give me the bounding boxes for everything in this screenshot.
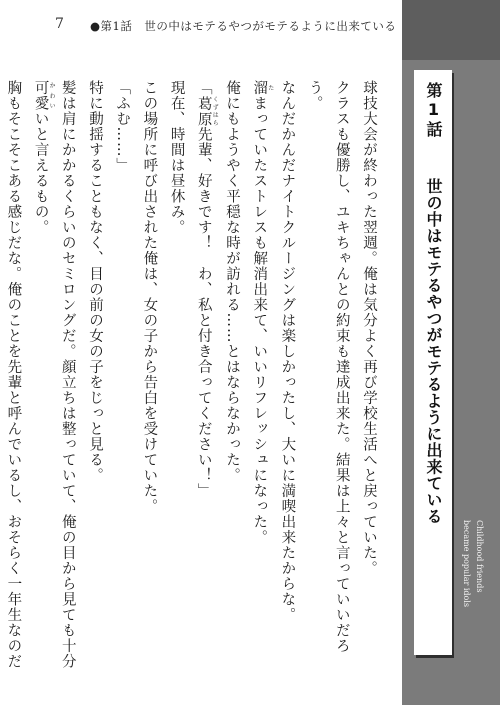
paragraph: 溜 たまっていたストレスも解消出来て、いいリフレッシュになった。: [251, 80, 274, 545]
chapter-band-top: [402, 0, 500, 60]
ruby-word: 溜 た: [251, 80, 274, 96]
paragraph: なんだかんだナイトクルージングは楽しかったし、大いに満喫出来たからな。: [279, 80, 296, 623]
paragraph: 「葛原 くずはら先輩、好きです！ わ、私と付き合ってください！」: [195, 80, 219, 499]
chapter-label: 第1話: [424, 82, 443, 139]
chapter-title-box: [414, 70, 452, 655]
paragraph: 胸もそこそこある感じだな。俺のことを先輩と呼んでいるし、おそらく一年生なのだ: [5, 80, 22, 669]
paragraph: 現在、時間は昼休み。: [168, 80, 185, 235]
ruby-word: 可愛 かわい: [32, 80, 56, 111]
caption-line-2: became popular idols: [462, 520, 471, 608]
chapter-english-caption: [458, 520, 486, 640]
ruby-word: 葛原 くずはら: [195, 95, 219, 127]
paragraph: 髪は肩にかかるくらいのセミロングだ。顔立ちは整っていて、俺の目から見ても十分可愛 かわいいと言えるもの。: [32, 80, 76, 669]
paragraph: この場所に呼び出された俺は、女の子から告白を受けていた。: [141, 80, 158, 514]
paragraph: 「ふむ……」: [114, 80, 131, 173]
paragraph: 球技大会が終わった翌週。俺は気分よく再び学校生活へと戻っていた。: [361, 80, 377, 576]
caption-line-1: Childhood friends: [475, 520, 484, 593]
running-header: ●第1話 世の中はモテるやつがモテるように出来ている: [90, 19, 397, 33]
paragraph: 特に動揺することもなく、目の前の女の子をじっと見る。: [86, 80, 103, 483]
body-text: [5, 80, 382, 670]
chapter-title: 世の中はモテるやつがモテるように出来ている: [424, 178, 443, 525]
paragraph: 俺にもようやく平穏な時が訪れる……とはならなかった。: [223, 80, 240, 483]
paragraph: クラスも優勝し、ユキちゃんとの約束も達成出来た。結果は上々と言っていいだろう。: [306, 80, 350, 654]
page-number: 7: [55, 16, 64, 32]
